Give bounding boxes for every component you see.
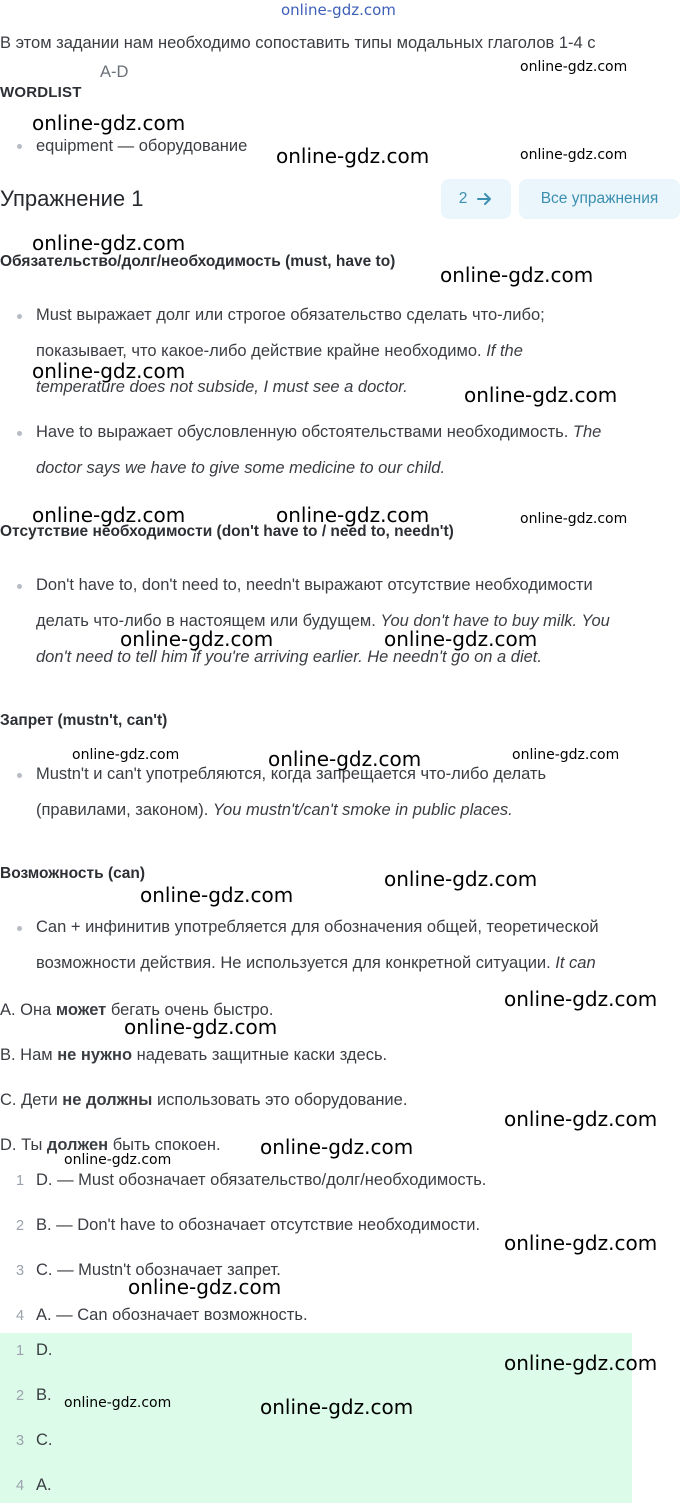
answer-text: C. [36, 1431, 53, 1449]
section-heading-no-necessity: Отсутствие необходимости (don't have to / need to, needn't) [0, 523, 454, 540]
watermark: online-gdz.com [32, 359, 186, 383]
explanation-number: 3 [16, 1263, 25, 1279]
paragraph-line: Must выражает долг или строгое обязательство сделать что-либо; [36, 306, 545, 324]
watermark: online-gdz.com [64, 1152, 172, 1168]
example-line: doctor says we have to give some medicine to our child. [36, 459, 446, 477]
watermark: online-gdz.com [520, 511, 628, 527]
watermark: online-gdz.com [120, 627, 274, 651]
all-exercises-button[interactable]: Все упражнения [519, 179, 680, 219]
watermark: online-gdz.com [128, 1275, 282, 1299]
watermark: online-gdz.com [504, 987, 658, 1011]
section-heading-obligation: Обязательство/долг/необходимость (must, have to) [0, 253, 396, 270]
bullet-dot [17, 144, 22, 149]
example-line: don't need to tell him if you're arriving earlier. He needn't go on a diet. [36, 648, 542, 666]
paragraph-line: показывает, что какое-либо действие крайне необходимо. If the [36, 342, 523, 360]
answer-number: 2 [16, 1388, 25, 1404]
bullet-dot [17, 773, 22, 778]
watermark: online-gdz.com [32, 111, 186, 135]
bullet-dot [17, 584, 22, 589]
example-line: temperature does not subside, I must see a doctor. [36, 378, 408, 396]
intro-cut-text: А-D [100, 63, 129, 81]
bullet-dot [17, 926, 22, 931]
watermark: online-gdz.com [32, 503, 186, 527]
watermark: online-gdz.com [72, 747, 180, 763]
section-heading-possibility: Возможность (can) [0, 865, 145, 882]
explanation-text: C. — Mustn't обозначает запрет. [36, 1261, 281, 1279]
paragraph-line: Can + инфинитив употребляется для обозначения общей, теоретической [36, 918, 599, 936]
watermark: online-gdz.com [32, 231, 186, 255]
paragraph-line: делать что-либо в настоящем или будущем. You don't have to buy milk. You [36, 612, 610, 630]
wordlist-heading: WORDLIST [0, 84, 82, 101]
wordlist-item: equipment — оборудование [36, 137, 248, 155]
watermark: online-gdz.com [504, 1231, 658, 1255]
option-d: D. Ты должен быть спокоен. [0, 1136, 221, 1154]
answer-text: A. [36, 1476, 52, 1494]
explanation-text: D. — Must обозначает обязательство/долг/необходимость. [36, 1171, 487, 1189]
exercise-title: Упражнение 1 [0, 186, 144, 211]
explanation-number: 2 [16, 1218, 25, 1234]
watermark: online-gdz.com [464, 383, 618, 407]
explanation-text: B. — Don't have to обозначает отсутствие необходимости. [36, 1216, 481, 1234]
bullet-dot [17, 314, 22, 319]
explanation-number: 4 [16, 1308, 25, 1324]
answer-text: B. [36, 1386, 52, 1404]
answer-number: 1 [16, 1343, 25, 1359]
watermark: online-gdz.com [276, 503, 430, 527]
explanation-number: 1 [16, 1173, 25, 1189]
watermark: online-gdz.com [520, 59, 628, 75]
paragraph-line: Mustn't и can't употребляются, когда запрещается что-либо делать [36, 765, 547, 783]
next-exercise-button[interactable] [441, 179, 511, 219]
watermark: online-gdz.com [384, 627, 538, 651]
paragraph-line: Don't have to, don't need to, needn't выражают отсутствие необходимости [36, 576, 593, 594]
watermark: online-gdz.com [140, 883, 294, 907]
explanation-text: A. — Can обозначает возможность. [36, 1306, 308, 1324]
watermark: online-gdz.com [384, 867, 538, 891]
paragraph-line: Have to выражает обусловленную обстоятельствами необходимость. The [36, 423, 602, 441]
option-c: C. Дети не должны использовать это оборудование. [0, 1091, 408, 1109]
paragraph-line: (правилами, законом). You mustn't/can't smoke in public places. [36, 801, 513, 819]
arrow-right-icon [477, 192, 493, 206]
watermark: online-gdz.com [276, 144, 430, 168]
watermark: online-gdz.com [260, 1395, 414, 1419]
watermark: online-gdz.com [520, 147, 628, 163]
watermark: online-gdz.com [124, 1015, 278, 1039]
watermark: online-gdz.com [260, 1135, 414, 1159]
next-exercise-label: 2 [458, 190, 468, 207]
watermark-top[interactable]: online-gdz.com [281, 1, 396, 19]
watermark: online-gdz.com [504, 1351, 658, 1375]
option-b: B. Нам не нужно надевать защитные каски здесь. [0, 1046, 388, 1064]
intro-text: В этом задании нам необходимо сопоставить типы модальных глаголов 1-4 с [0, 34, 596, 52]
watermark: online-gdz.com [440, 263, 594, 287]
option-a: A. Она может бегать очень быстро. [0, 1001, 274, 1019]
watermark: online-gdz.com [268, 747, 422, 771]
paragraph-line: возможности действия. Не используется для конкретной ситуации. It can [36, 954, 596, 972]
watermark: online-gdz.com [512, 747, 620, 763]
watermark: online-gdz.com [504, 1107, 658, 1131]
answer-number: 4 [16, 1478, 25, 1494]
section-heading-prohibition: Запрет (mustn't, can't) [0, 712, 168, 729]
answer-number: 3 [16, 1433, 25, 1449]
bullet-dot [17, 431, 22, 436]
answer-text: D. [36, 1341, 53, 1359]
watermark: online-gdz.com [64, 1395, 172, 1411]
